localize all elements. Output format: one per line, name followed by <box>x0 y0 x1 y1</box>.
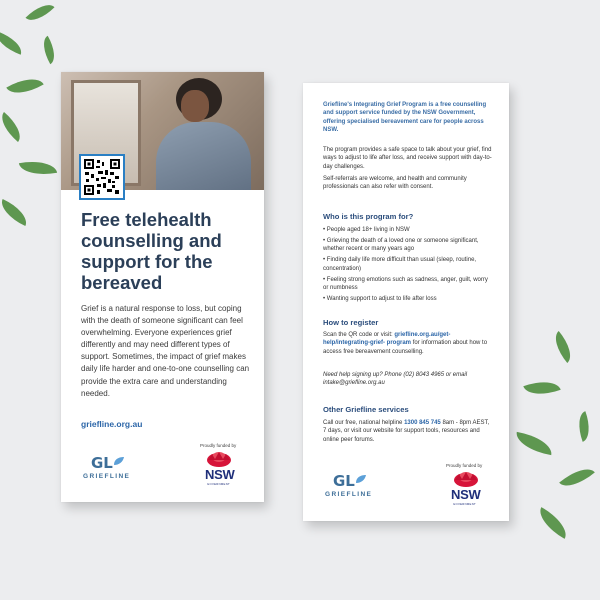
nsw-logo-text: NSW <box>205 467 235 482</box>
list-item: • Grieving the death of a loved one or someone significant, whether recent or many years ago <box>323 237 493 254</box>
nsw-government-text: GOVERNMENT <box>207 482 231 486</box>
program-intro: Griefline's Integrating Grief Program is a free counselling and support service funded by the NSW Government, offering specialised bereavement care for people across NSW. <box>323 102 487 133</box>
program-description: The program provides a safe space to talk about your grief, find ways to adjust to life after loss, and receive support with day-to-day challenges. <box>323 147 492 170</box>
leaf-logo-icon <box>113 456 125 466</box>
register-link[interactable]: griefline.org.au/get-help/integrating-grief- program <box>323 332 451 347</box>
griefline-logo-mark: GL <box>333 472 355 490</box>
list-item: • People aged 18+ living in NSW <box>323 226 493 234</box>
nsw-government-text: GOVERNMENT <box>453 502 477 506</box>
griefline-logo-word: GRIEFLINE <box>325 491 373 498</box>
funded-by-label: Proudly funded by <box>200 443 237 448</box>
list-item: • Finding daily life more difficult than usual (sleep, routine, concentration) <box>323 256 493 273</box>
qr-code[interactable] <box>79 154 125 200</box>
who-heading: Who is this program for? <box>323 212 414 221</box>
other-services-text: Call our free, national helpline 1300 845 745 8am - 8pm AEST, 7 days, or visit our website for support tools, resources and online peer forums. <box>323 420 490 443</box>
eligibility-list <box>323 226 493 306</box>
help-contact: Need help signing up? Phone (02) 8043 4965 or email intake@griefline.org.au <box>323 372 468 387</box>
referral-note: Self-referrals are welcome, and health and community professionals can also refer with consent. <box>323 176 467 191</box>
griefline-logo-word: GRIEFLINE <box>83 473 131 480</box>
helpline-number[interactable]: 1300 845 745 <box>404 420 441 426</box>
register-heading: How to register <box>323 318 379 327</box>
griefline-logo-mark: GL <box>91 454 113 472</box>
funded-by-label: Proudly funded by <box>446 463 483 468</box>
other-services-heading: Other Griefline services <box>323 405 409 414</box>
flyer-front <box>61 72 264 502</box>
nsw-logo-text: NSW <box>451 487 481 502</box>
waratah-icon <box>205 451 233 467</box>
waratah-icon <box>452 471 480 487</box>
register-text: Scan the QR code or visit: griefline.org.au/get-help/integrating-grief- program for information about how to access free bereavement counselling. <box>323 332 488 355</box>
list-item: • Wanting support to adjust to life after loss <box>323 295 493 303</box>
intro-paragraph: Grief is a natural response to loss, but coping with the death of someone significant can feel overwhelming. Everyone experiences grief differently and may need different types of support. Sometimes, the impact of grief makes daily life harder and one-to-one counselling can provide the extra care and understanding needed. <box>81 304 250 398</box>
flyer-back <box>303 83 509 521</box>
list-item: • Feeling strong emotions such as sadness, anger, guilt, worry or numbness <box>323 276 493 293</box>
leaf-logo-icon <box>355 474 367 484</box>
website-link[interactable]: griefline.org.au <box>81 419 143 429</box>
headline: Free telehealth counselling and support for the bereaved <box>81 209 222 293</box>
